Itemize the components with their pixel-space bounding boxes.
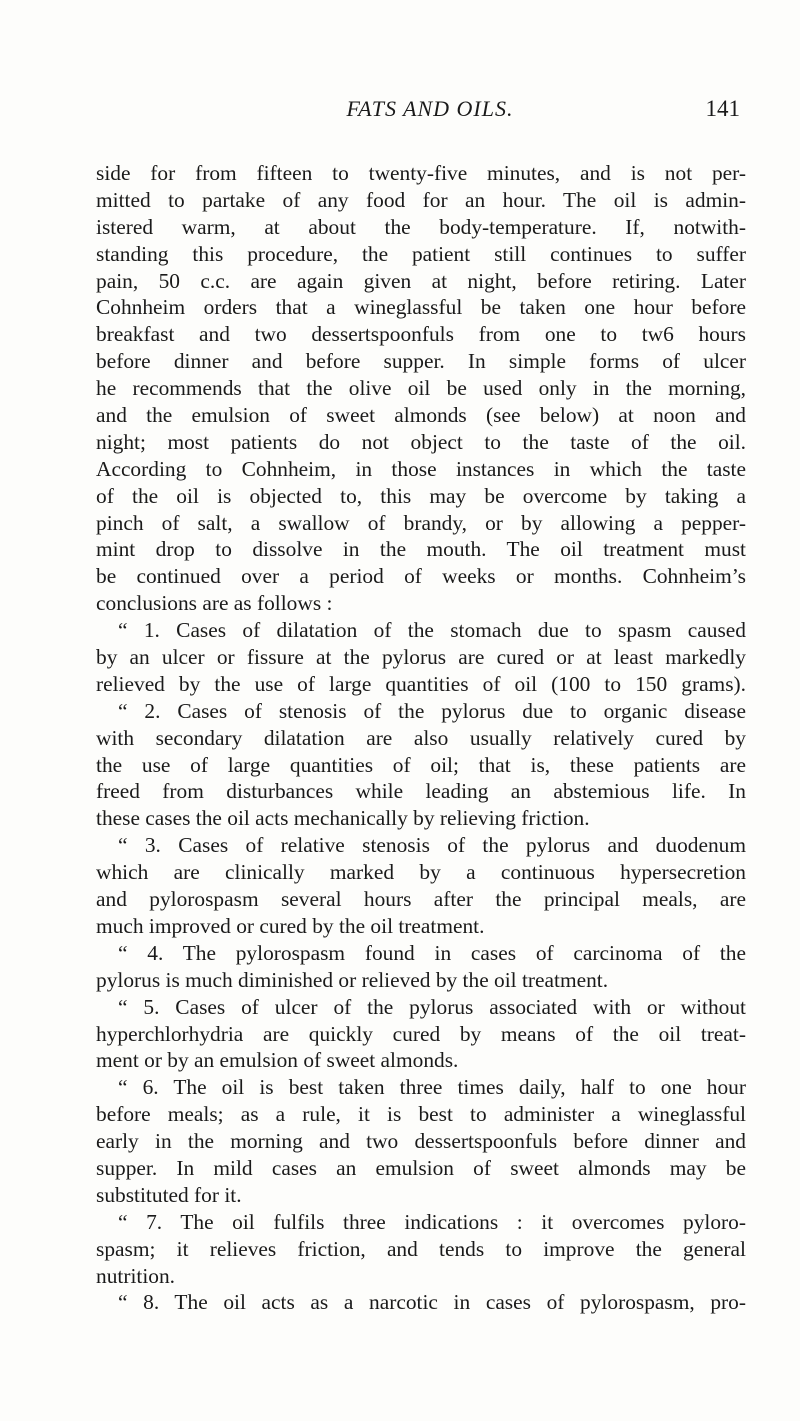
- text-line: night; most patients do not object to the taste of the oil.: [96, 429, 746, 454]
- text-line: “ 1. Cases of dilatation of the stomach due to spasm caused: [118, 618, 746, 643]
- text-line: “ 7. The oil fulfils three indications : it overcomes pyloro-: [118, 1209, 746, 1234]
- text-line: he recommends that the olive oil be used only in the morning,: [96, 376, 746, 401]
- text-line: pinch of salt, a swallow of brandy, or by allowing a pepper-: [96, 510, 746, 535]
- text-line: standing this procedure, the patient still continues to suffer: [96, 241, 746, 266]
- text-line: substituted for it.: [96, 1182, 242, 1207]
- text-line: side for from fifteen to twenty-five minutes, and is not per-: [96, 161, 746, 185]
- text-line: by an ulcer or fissure at the pylorus are cured or at least markedly: [96, 645, 746, 670]
- text-line: hyperchlorhydria are quickly cured by means of the oil treat-: [96, 1021, 746, 1046]
- text-line: nutrition.: [96, 1263, 176, 1288]
- text-line: ment or by an emulsion of sweet almonds.: [96, 1048, 459, 1073]
- text-line: “ 2. Cases of stenosis of the pylorus due to organic disease: [118, 698, 746, 723]
- text-line: these cases the oil acts mechanically by relieving friction.: [96, 806, 590, 831]
- text-line: “ 8. The oil acts as a narcotic in cases of pylorospasm, pro-: [118, 1290, 746, 1315]
- text-line: “ 4. The pylorospasm found in cases of carcinoma of the: [118, 940, 746, 965]
- text-line: conclusions are as follows :: [96, 591, 333, 616]
- text-line: of the oil is objected to, this may be overcome by taking a: [96, 483, 746, 508]
- text-line: pylorus is much diminished or relieved by the oil treatment.: [96, 967, 609, 992]
- text-line: freed from disturbances while leading an abstemious life. In: [96, 779, 746, 804]
- text-line: and the emulsion of sweet almonds (see below) at noon and: [96, 403, 746, 428]
- text-line: “ 5. Cases of ulcer of the pylorus associated with or without: [118, 994, 746, 1019]
- text-line: the use of large quantities of oil; that is, these patients are: [96, 752, 746, 777]
- text-line: Cohnheim orders that a wineglassful be taken one hour before: [96, 295, 746, 320]
- text-line: supper. In mild cases an emulsion of sweet almonds may be: [96, 1155, 746, 1180]
- text-line: “ 3. Cases of relative stenosis of the pylorus and duodenum: [118, 833, 746, 858]
- text-line: relieved by the use of large quantities of oil (100 to 150 grams).: [96, 671, 746, 696]
- text-line: mint drop to dissolve in the mouth. The oil treatment must: [96, 537, 746, 562]
- text-line: which are clinically marked by a continuous hypersecretion: [96, 860, 746, 885]
- text-line: pain, 50 c.c. are again given at night, before retiring. Later: [96, 268, 746, 293]
- text-line: mitted to partake of any food for an hour. The oil is admin-: [96, 187, 746, 212]
- text-line: spasm; it relieves friction, and tends to improve the general: [96, 1236, 746, 1261]
- text-line: istered warm, at about the body-temperature. If, notwith-: [96, 214, 746, 239]
- running-head: [120, 96, 740, 126]
- page-number: 141: [705, 96, 740, 121]
- text-line: breakfast and two dessertspoonfuls from one to tw6 hours: [96, 322, 746, 347]
- running-title: FATS AND OILS.: [346, 96, 514, 121]
- text-line: early in the morning and two dessertspoonfuls before dinner and: [96, 1129, 746, 1154]
- text-line: before dinner and before supper. In simple forms of ulcer: [96, 349, 746, 374]
- text-line: be continued over a period of weeks or months. Cohnheim’s: [96, 564, 746, 589]
- text-line: “ 6. The oil is best taken three times daily, half to one hour: [118, 1075, 746, 1100]
- text-line: According to Cohnheim, in those instances in which the taste: [96, 456, 746, 481]
- text-line: much improved or cured by the oil treatment.: [96, 913, 485, 938]
- text-line: with secondary dilatation are also usually relatively cured by: [96, 725, 746, 750]
- text-line: before meals; as a rule, it is best to administer a wineglassful: [96, 1102, 746, 1127]
- text-line: and pylorospasm several hours after the principal meals, are: [96, 887, 746, 912]
- body-text: [96, 160, 746, 1316]
